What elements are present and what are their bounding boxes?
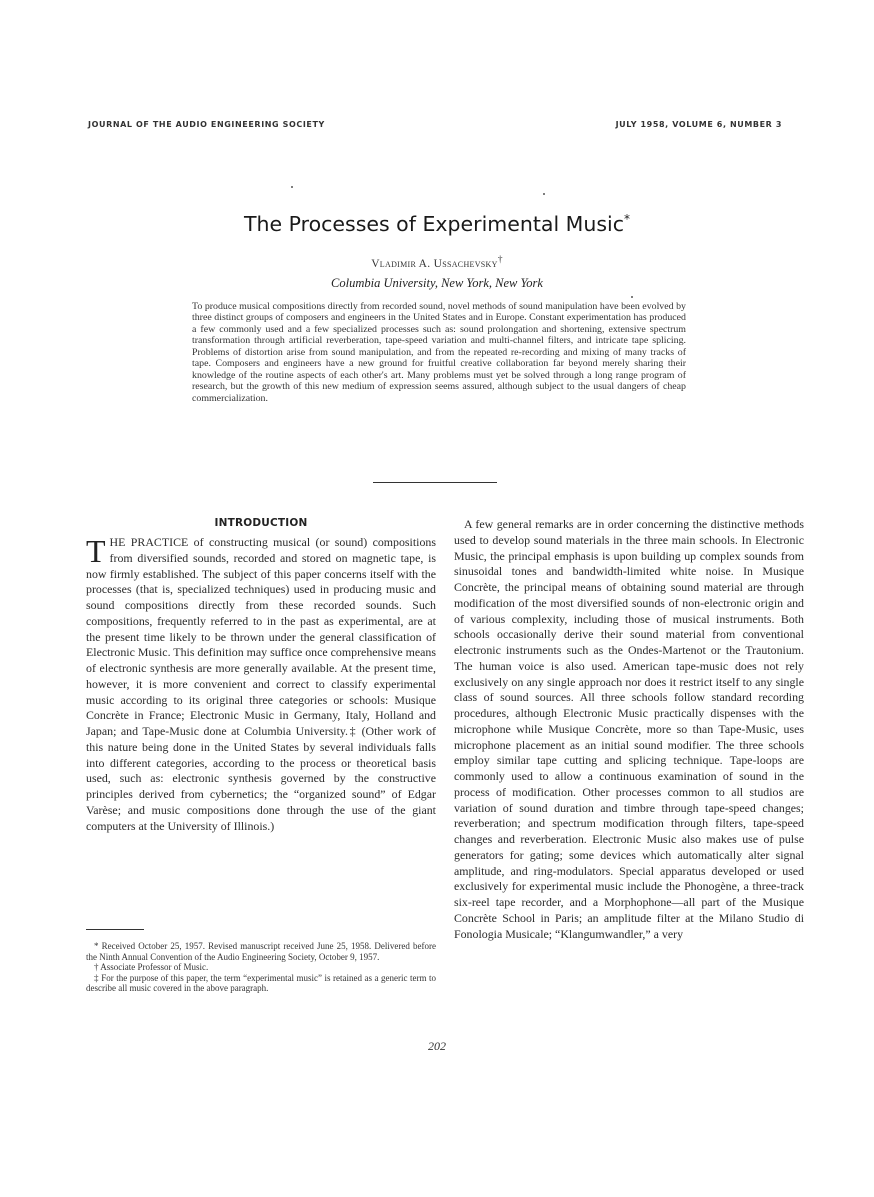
abstract: To produce musical compositions directly from recorded sound, novel methods of sound manipulation have been evolved by three distinct groups of composers and engineers in the United States and in Europe. Constant experimentation has produced a few commonly used and a few specialized processes such as: sound prolongation and shortening, extensive spectrum transformation through artificial reverberation, tape-speed variation and multi-channel filters, and intricate tape splicing. Problems of distortion arise from sound manipulation, and from the repeated re-recording and mixing of many tracks of tape. Composers and engineers have a new ground for fruitful creative collaboration far beyond merely sharing their knowledge of the routine aspects of each other's art. Many problems must yet be solved through a long range program of research, but the growth of this new medium of expression seems assured, although subject to the usual dangers of cheap commercialization. [192,301,686,404]
section-heading-introduction: INTRODUCTION [214,517,308,529]
footnote-rule [86,929,144,930]
author-name: Vladimir A. Ussachevsky [371,257,498,270]
right-column-paragraph: A few general remarks are in order concerning the distinctive methods used to develop sound materials in the three main schools. In Electronic Music, the principal emphasis is upon building up complex sounds from sinusoidal tones and bandwidth-limited white noise. In Musique Concrète, the principal means of obtaining sound material are through modification of the most diversified sounds of non-electronic origin and of various complexity, including those of musical instruments. Both schools occasionally derive their sound material from conventional electronic instruments such as the Ondes-Martenot or the Trautonium. The human voice is also used. American tape-music does not rely exclusively on any single approach nor does it restrict itself to any single class of sound sources. All three schools follow standard recording procedures, although Electronic Music practically dispenses with the microphone while Musique Concrète, more so than Tape-Music, uses microphone placement as an initial sound modifier. The three schools employ similar tape cutting and splicing technique. Tape-loops are commonly used to allow a continuous examination of sound in the process of modification. Other processes common to all studios are variation of sound duration and timbre through tape-speed changes; reverberation; and spectrum modification through filters, tape-speed changes and reverberation. Electronic Music also makes use of pulse generators for gating; some devices which automatically alter signal amplitude, and ring-modulators. Special apparatus developed or used exclusively for experimental music include the Phonogène, a three-track six-reel tape recorder, and a Morphophone—all part of the Musique Concrète School in Paris; an amplitude filter at the Milano Studio di Fonologia Musicale; “Klangumwandler,” a very [454,517,804,941]
affiliation: Columbia University, New York, New York [331,276,543,290]
right-column [454,517,804,942]
intro-lead-words: HE PRACTICE [109,535,189,549]
article-title-text: The Processes of Experimental Music [243,212,625,236]
drop-cap: T [86,533,106,569]
intro-body-text: of constructing musical (or sound) compositions from diversified sounds, recorded and stored on magnetic tape, is now firmly established. The subject of this paper concerns itself with the processes (that is, specialized techniques) used in producing music and sound compositions directly from these recorded sounds. Such compositions, frequently referred to in the past as experimental, are at the present time likely to be thrown under the general classification of Electronic Music. This definition may suffice once comprehensive means of electronic synthesis are more generally available. At the present time, however, it is more convenient and correct to classify experimental music according to its original three categories or schools: Musique Concrète in France; Electronic Music in Germany, Italy, Holland and Japan; and Tape-Music done at Columbia University.‡ (Other work of this nature being done in the United States by several individuals falls into different categories, according to the process or theoretical basis used, such as: electronic synthesis governed by the constructive principles derived from cybernetics; the “organized sound” of Edgar Varèse; and music compositions done through the use of the giant computers at the University of Illinois.) [86,535,436,833]
scan-speck [543,193,545,195]
running-header-issue: JULY 1958, VOLUME 6, NUMBER 3 [615,120,782,129]
footnote-received: * Received October 25, 1957. Revised manuscript received June 25, 1958. Delivered before the Ninth Annual Convention of the Audio Engineering Society, October 9, 1957. [86,941,436,962]
running-header-journal: JOURNAL OF THE AUDIO ENGINEERING SOCIETY [88,120,325,129]
article-title [0,212,874,236]
author-footnote-mark: † [497,254,503,265]
left-column [86,513,436,834]
introduction-paragraph [86,535,436,834]
page-number: 202 [428,1039,446,1053]
footnotes [86,941,436,994]
author-line [0,254,874,270]
scan-speck [631,296,633,298]
scan-speck [291,186,293,188]
footnote-author: † Associate Professor of Music. [94,962,209,972]
abstract-separator-rule [373,482,497,483]
title-footnote-mark: * [624,212,631,227]
footnote-term: ‡ For the purpose of this paper, the term “experimental music” is retained as a generic term to describe all music covered in the above paragraph. [86,972,436,993]
